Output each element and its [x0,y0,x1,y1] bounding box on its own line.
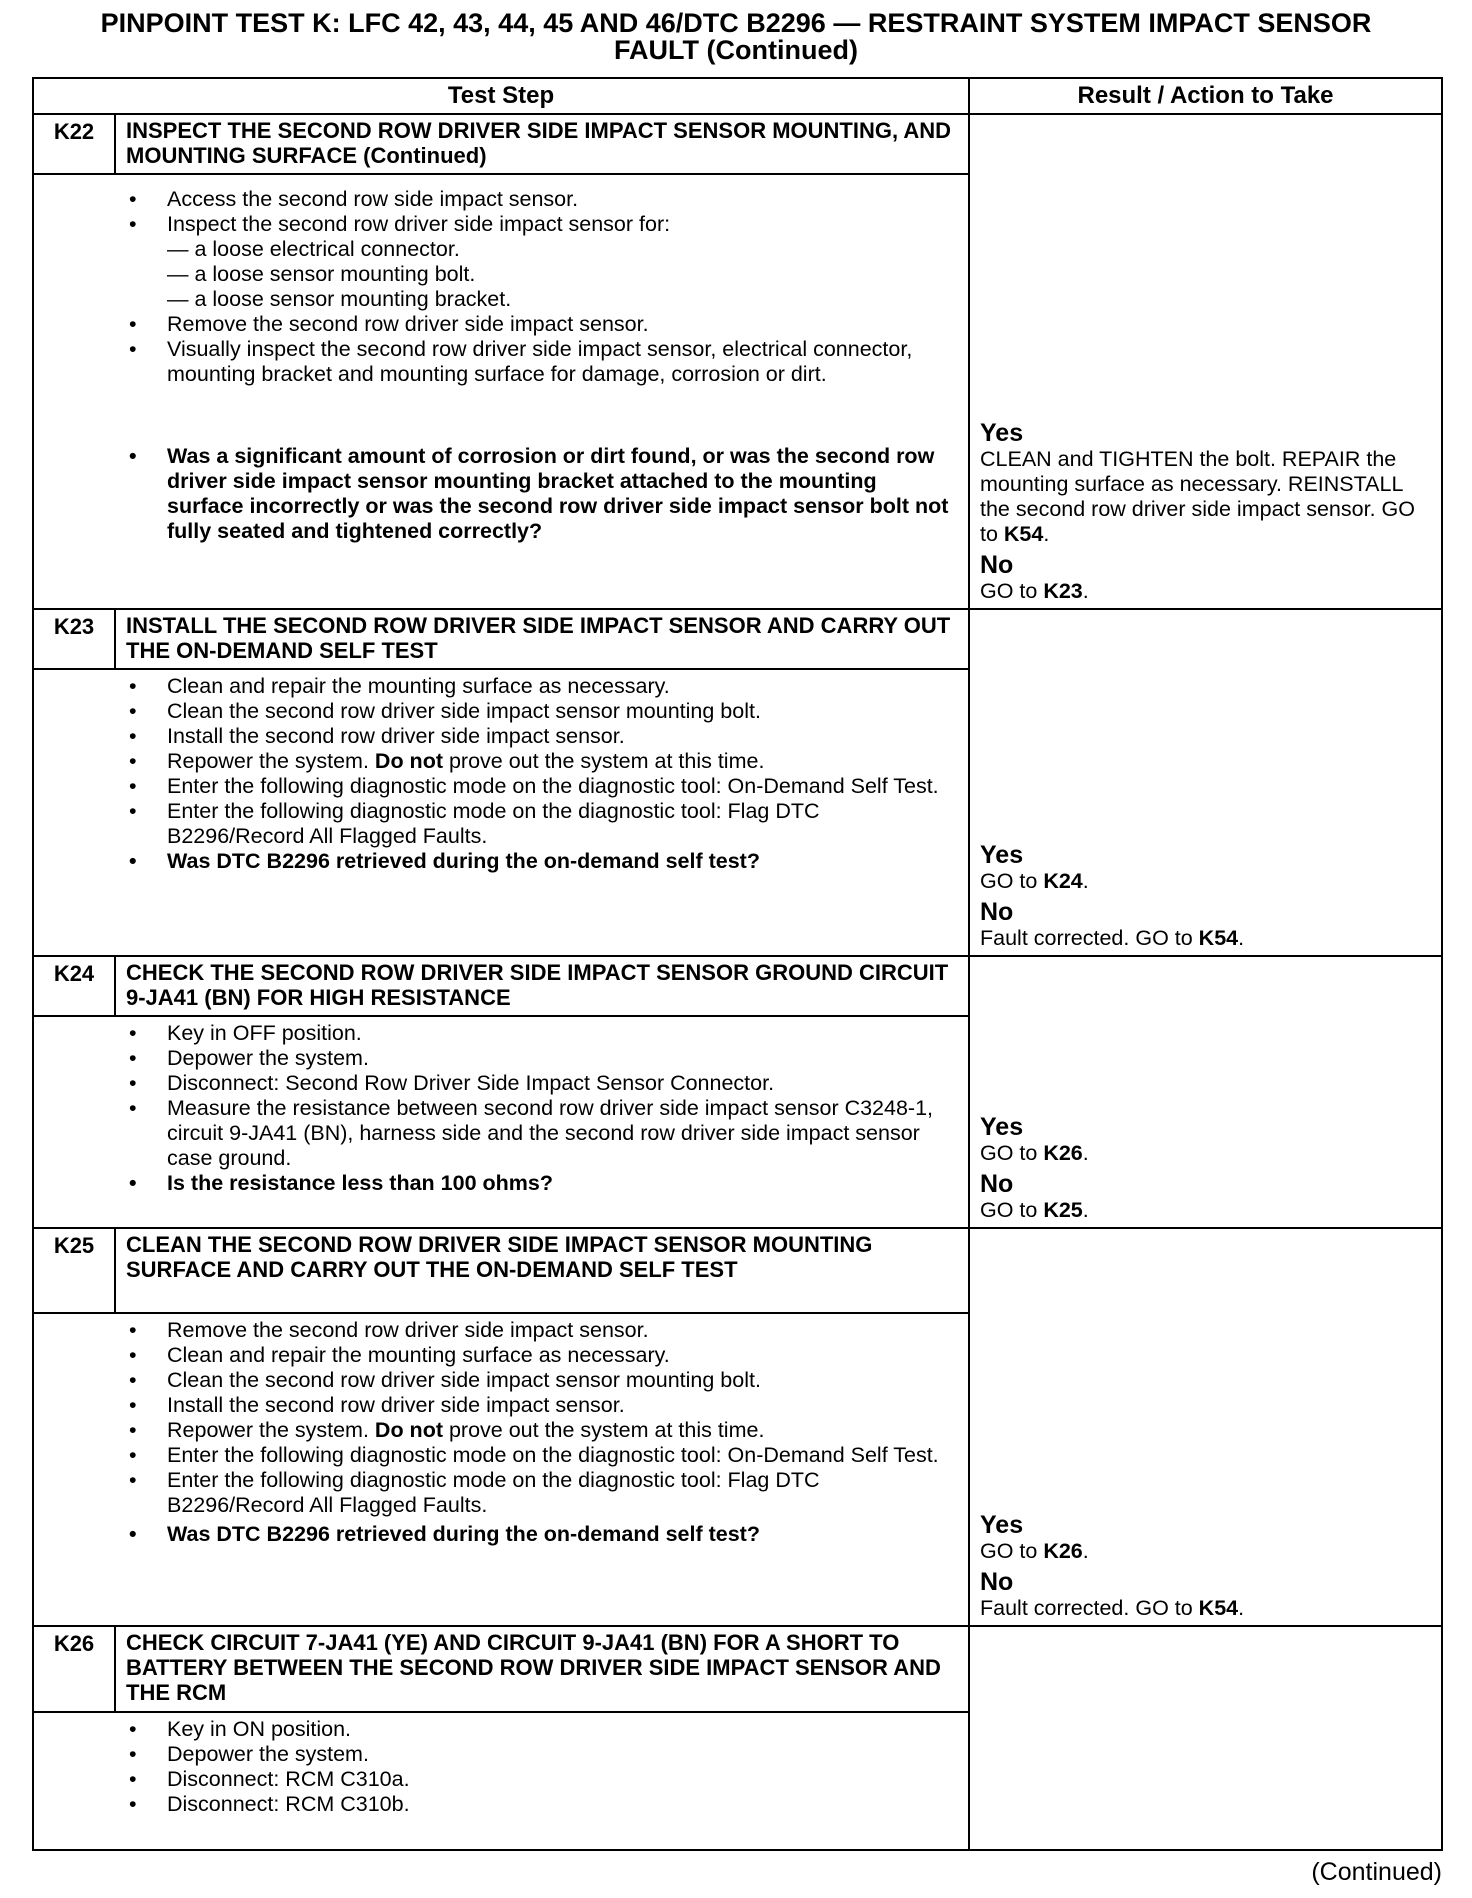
sub-item: — a loose electrical connector. [167,237,460,261]
step-question: • Was a significant amount of corrosion or dirt found, or was the second row driver side impact sensor mounting bracket attached to the mounting surface incorrectly or was the second row driver side impact sensor bolt not fully seated and tightened correctly? [34,444,958,544]
step-heading: CHECK THE SECOND ROW DRIVER SIDE IMPACT SENSOR GROUND CIRCUIT 9-JA41 (BN) FOR HIGH RESISTANCE [115,956,969,1016]
step-bullet: • Install the second row driver side impact sensor. [34,724,958,749]
header-row [33,78,1442,114]
goto-link: K25 [1043,1198,1083,1222]
step-id: K22 [33,114,115,174]
step-bullet: • Depower the system. [34,1742,958,1767]
step-bullet: • Repower the system. Do not prove out the system at this time. [34,749,958,774]
goto-link: K26 [1043,1539,1083,1563]
step-body [33,1712,969,1850]
step-id: K26 [33,1626,115,1712]
yes-label: Yes [980,841,1024,869]
step-bullet: • Disconnect: RCM C310b. [34,1792,958,1817]
goto-link: K23 [1043,579,1083,603]
step-bullet: • Clean and repair the mounting surface as necessary. [34,1343,958,1368]
step-result [969,956,1442,1228]
no-label: No [980,551,1014,579]
step-bullet: • Disconnect: Second Row Driver Side Impact Sensor Connector. [34,1071,958,1096]
step-body [33,669,969,956]
step-result [969,609,1442,956]
sub-item: — a loose sensor mounting bolt. [167,262,476,286]
no-action: GO to K25. [980,1198,1089,1222]
yes-action: CLEAN and TIGHTEN the bolt. REPAIR the mounting surface as necessary. REINSTALL the second row driver side impact sensor. GO to K54. [980,447,1415,546]
result-header: Result / Action to Take [969,78,1442,114]
step-body [33,1313,969,1626]
step-bullet: • Remove the second row driver side impact sensor. [34,1318,958,1343]
step-result [969,1626,1442,1850]
goto-link: K54 [1198,1596,1239,1620]
yes-action: GO to K26. [980,1141,1089,1165]
step-id: K24 [33,956,115,1016]
step-k25-heading-row [33,1228,1442,1313]
title-line-2: FAULT (Continued) [614,35,858,65]
goto-link: K24 [1043,869,1083,893]
step-bullet: • Enter the following diagnostic mode on the diagnostic tool: On-Demand Self Test. [34,774,958,799]
step-k26-heading-row [33,1626,1442,1712]
no-label: No [980,1170,1014,1198]
step-result [969,114,1442,609]
yes-label: Yes [980,1113,1024,1141]
step-bullet: • Repower the system. Do not prove out the system at this time. [34,1418,958,1443]
step-bullet: • Depower the system. [34,1046,958,1071]
continued-note: (Continued) [1311,1858,1442,1886]
step-heading: CHECK CIRCUIT 7-JA41 (YE) AND CIRCUIT 9-JA41 (BN) FOR A SHORT TO BATTERY BETWEEN THE SECOND ROW DRIVER SIDE IMPACT SENSOR AND THE RCM [115,1626,969,1712]
step-bullet: • Enter the following diagnostic mode on the diagnostic tool: Flag DTC B2296/Record All Flagged Faults. [34,799,958,849]
step-id: K23 [33,609,115,669]
yes-action: GO to K24. [980,869,1089,893]
step-bullet: • Visually inspect the second row driver side impact sensor, electrical connector, mounting bracket and mounting surface for damage, corrosion or dirt. [34,337,958,387]
step-heading: INSTALL THE SECOND ROW DRIVER SIDE IMPACT SENSOR AND CARRY OUT THE ON-DEMAND SELF TEST [115,609,969,669]
step-result [969,1228,1442,1626]
step-bullet: • Measure the resistance between second row driver side impact sensor C3248-1, circuit 9-JA41 (BN), harness side and the second row driver side impact sensor case ground. [34,1096,958,1171]
sub-item: — a loose sensor mounting bracket. [167,287,512,311]
step-heading: INSPECT THE SECOND ROW DRIVER SIDE IMPACT SENSOR MOUNTING, AND MOUNTING SURFACE (Continued) [115,114,969,174]
step-bullet: • Enter the following diagnostic mode on the diagnostic tool: Flag DTC B2296/Record All Flagged Faults. [34,1468,958,1518]
test-step-header: Test Step [33,78,969,114]
step-bullet: • Key in OFF position. [34,1021,958,1046]
step-body [33,174,969,609]
step-bullet: • Remove the second row driver side impact sensor. [34,312,958,337]
step-id: K25 [33,1228,115,1313]
no-action: Fault corrected. GO to K54. [980,1596,1245,1620]
step-bullet: • Key in ON position. [34,1717,958,1742]
step-k24-heading-row [33,956,1442,1016]
step-bullet: • Enter the following diagnostic mode on the diagnostic tool: On-Demand Self Test. [34,1443,958,1468]
step-bullet: • Clean the second row driver side impact sensor mounting bolt. [34,1368,958,1393]
title-line-1: PINPOINT TEST K: LFC 42, 43, 44, 45 AND 46/DTC B2296 — RESTRAINT SYSTEM IMPACT SENSOR [100,8,1372,38]
step-body [33,1016,969,1228]
pinpoint-test-table [32,77,1443,1851]
goto-link: K26 [1043,1141,1083,1165]
step-k23-heading-row [33,609,1442,669]
step-question: • Is the resistance less than 100 ohms? [34,1171,958,1196]
step-bullet: • Clean the second row driver side impact sensor mounting bolt. [34,699,958,724]
no-action: GO to K23. [980,579,1089,603]
yes-label: Yes [980,1511,1024,1539]
step-question: • Was DTC B2296 retrieved during the on-demand self test? [34,1522,958,1547]
no-label: No [980,898,1014,926]
step-heading: CLEAN THE SECOND ROW DRIVER SIDE IMPACT SENSOR MOUNTING SURFACE AND CARRY OUT THE ON-DEMAND SELF TEST [115,1228,969,1313]
goto-link: K54 [1198,926,1239,950]
yes-label: Yes [980,419,1024,447]
step-bullet: • Install the second row driver side impact sensor. [34,1393,958,1418]
no-label: No [980,1568,1014,1596]
no-action: Fault corrected. GO to K54. [980,926,1245,950]
step-k22-heading-row [33,114,1442,174]
step-bullet: • Inspect the second row driver side impact sensor for: — a loose electrical connector. — a loose sensor mounting bolt. — a loose sensor mounting bracket. [34,212,958,312]
goto-link: K54 [1003,522,1044,546]
step-bullet: • Disconnect: RCM C310a. [34,1767,958,1792]
page-title [0,10,1472,64]
step-bullet: • Access the second row side impact sensor. [34,187,958,212]
step-question: • Was DTC B2296 retrieved during the on-demand self test? [34,849,958,874]
step-bullet: • Clean and repair the mounting surface as necessary. [34,674,958,699]
yes-action: GO to K26. [980,1539,1089,1563]
